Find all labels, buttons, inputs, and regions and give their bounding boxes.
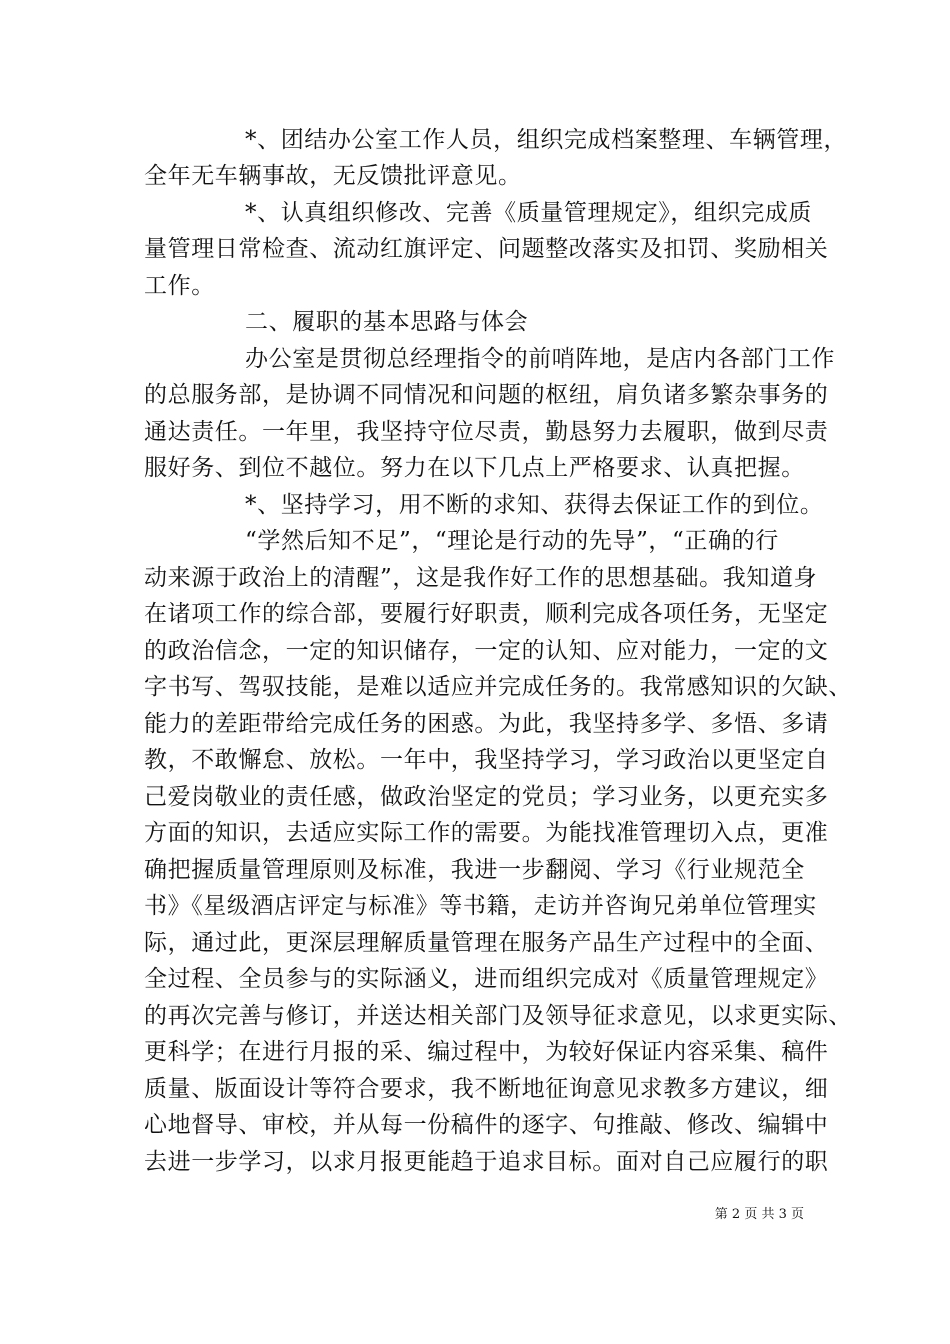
section-heading: 二、履职的基本思路与体会: [245, 309, 529, 335]
text-line: 心地督导、审校，并从每一份稿件的逐字、句推敲、修改、编辑中: [144, 1112, 829, 1138]
text-line: “学然后知不足”，“理论是行动的先导”，“正确的行: [245, 528, 779, 554]
text-line: 字书写、驾驭技能，是难以适应并完成任务的。我常感知识的欠缺、: [144, 674, 852, 700]
text-line: 全年无车辆事故，无反馈批评意见。: [144, 163, 522, 189]
page-number: 第 2 页 共 3 页: [714, 1207, 804, 1222]
text-line: 质量、版面设计等符合要求，我不断地征询意见求教多方建议，细: [144, 1076, 829, 1102]
text-line: 通达责任。一年里，我坚持守位尽责，勤恳努力去履职，做到尽责: [144, 419, 829, 445]
text-line: 际，通过此，更深层理解质量管理在服务产品生产过程中的全面、: [144, 930, 829, 956]
text-line: 确把握质量管理原则及标准，我进一步翻阅、学习《行业规范全: [144, 857, 805, 883]
text-line: *、坚持学习，用不断的求知、获得去保证工作的到位。: [245, 492, 824, 518]
text-line: 去进一步学习，以求月报更能趋于追求目标。面对自己应履行的职: [144, 1149, 829, 1175]
text-line: 更科学；在进行月报的采、编过程中，为较好保证内容采集、稿件: [144, 1039, 829, 1065]
text-line: 己爱岗敬业的责任感，做政治坚定的党员；学习业务，以更充实多: [144, 784, 829, 810]
text-line: 能力的差距带给完成任务的困惑。为此，我坚持多学、多悟、多请: [144, 711, 829, 737]
text-line: 书》《星级酒店评定与标准》等书籍，走访并咨询兄弟单位管理实: [144, 893, 817, 919]
text-line: 的再次完善与修订，并送达相关部门及领导征求意见，以求更实际、: [144, 1003, 852, 1029]
text-line: 服好务、到位不越位。努力在以下几点上严格要求、认真把握。: [144, 455, 805, 481]
text-line: 方面的知识，去适应实际工作的需要。为能找准管理切入点，更准: [144, 820, 829, 846]
text-line: 教，不敢懈怠、放松。一年中，我坚持学习，学习政治以更坚定自: [144, 747, 829, 773]
text-line: 工作。: [144, 273, 215, 299]
text-line: *、团结办公室工作人员，组织完成档案整理、车辆管理，: [245, 127, 848, 153]
text-line: 的总服务部，是协调不同情况和问题的枢纽，肩负诸多繁杂事务的: [144, 382, 829, 408]
text-line: 全过程、全员参与的实际涵义，进而组织完成对《质量管理规定》: [144, 966, 829, 992]
text-line: 办公室是贯彻总经理指令的前哨阵地，是店内各部门工作: [245, 346, 835, 372]
text-line: 的政治信念，一定的知识储存，一定的认知、应对能力，一定的文: [144, 638, 829, 664]
text-line: 动来源于政治上的清醒”，这是我作好工作的思想基础。我知道身: [144, 565, 818, 591]
text-line: *、认真组织修改、完善《质量管理规定》，组织完成质: [245, 200, 812, 226]
text-line: 量管理日常检查、流动红旗评定、问题整改落实及扣罚、奖励相关: [144, 236, 829, 262]
text-line: 在诸项工作的综合部，要履行好职责，顺利完成各项任务，无坚定: [144, 601, 829, 627]
